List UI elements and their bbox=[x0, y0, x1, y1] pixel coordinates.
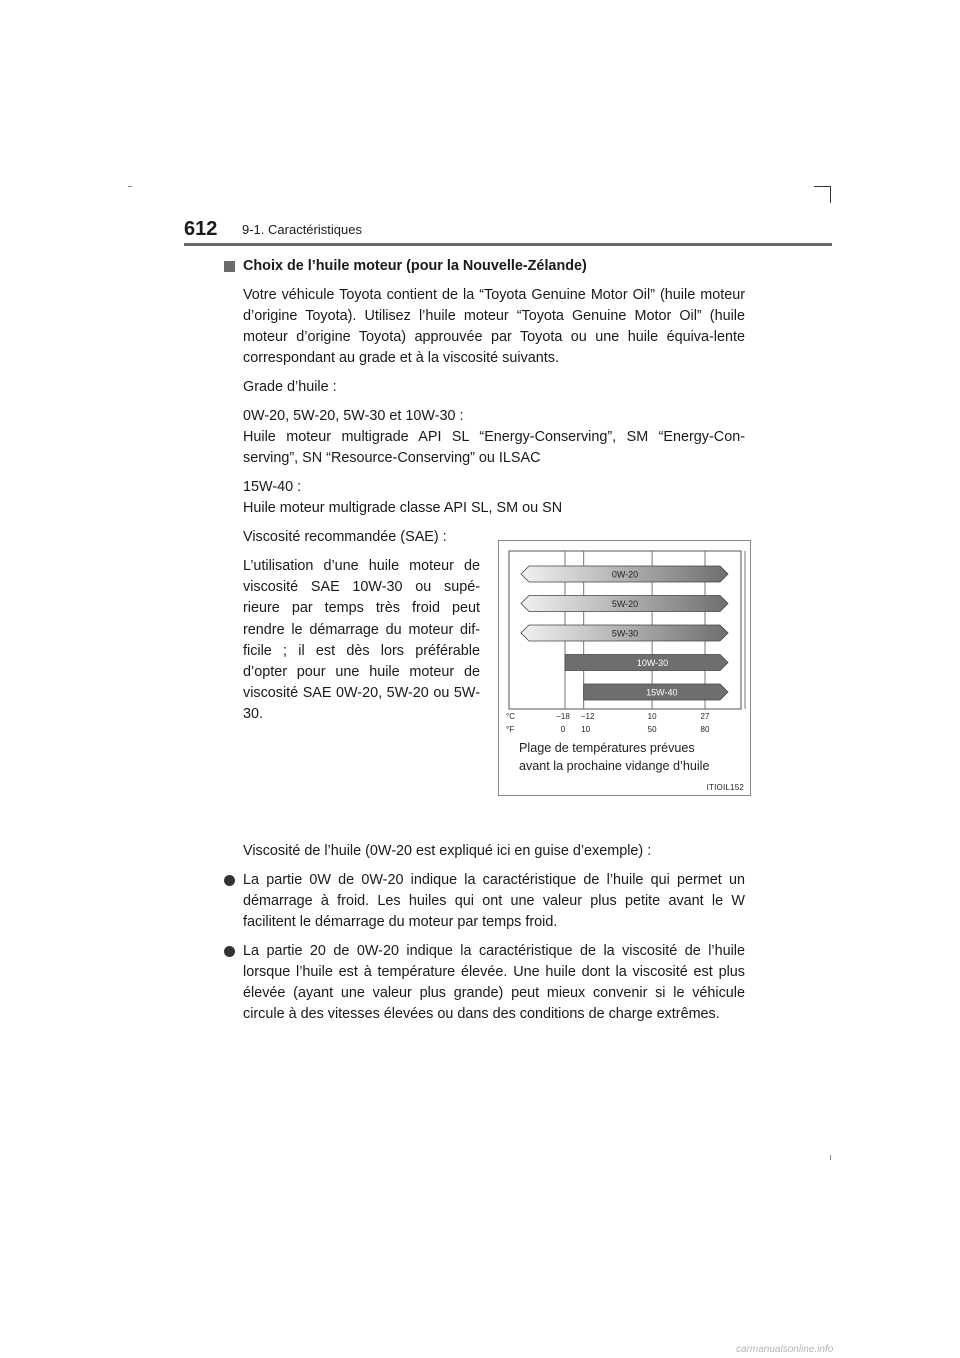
grade-group-1-title: 0W-20, 5W-20, 5W-30 et 10W-30 : bbox=[243, 408, 464, 424]
section-heading bbox=[243, 256, 745, 277]
chart-tick-label-c-0: −18 bbox=[556, 712, 570, 721]
grade-group-2-text: Huile moteur multigrade classe API SL, SM ou SN bbox=[243, 500, 563, 516]
chart-caption-line-1: Plage de températures prévues bbox=[519, 741, 695, 755]
page-number: 612 bbox=[184, 218, 218, 240]
chart-axis-label-celsius: °C bbox=[506, 712, 515, 721]
intro-paragraph: Votre véhicule Toyota contient de la “Toyota Genuine Motor Oil” (huile moteur d’origine Toyota). Utilisez l’huile moteur “Toyota Genuine Motor Oil” (huile moteur d’origine Toyota) approuvée par Toyota ou une huile équiva-lente correspondant au grade et à la viscosité suivants. bbox=[243, 287, 745, 366]
chart-tick-label-f-3: 80 bbox=[700, 725, 710, 734]
crop-mark-corner-vertical bbox=[830, 186, 831, 203]
chart-caption-line-2: avant la prochaine vidange d’huile bbox=[519, 759, 710, 773]
bullet-text: La partie 0W de 0W-20 indique la caractéristique de l’huile qui permet un démarrage à froid. Les huiles qui ont une valeur plus petite avant le W facilitent le démarrage du moteur par temps froid. bbox=[243, 872, 745, 930]
bullet-dot-icon bbox=[224, 946, 235, 957]
chart-tick-label-c-2: 10 bbox=[647, 712, 657, 721]
cold-weather-note: L’utilisation d’une huile moteur de viscosité SAE 10W-30 ou supé-rieure par temps très froid peut rendre le démarrage du moteur dif-ficile ; il est dès lors préférable d’opter pour une huile moteur de viscosité SAE 0W-20, 5W-20 ou 5W-30. bbox=[243, 558, 480, 723]
grade-group-2 bbox=[243, 477, 745, 519]
header-divider bbox=[184, 243, 832, 246]
bullet-item-20 bbox=[243, 941, 745, 1025]
chart-tick-label-f-0: 0 bbox=[560, 725, 566, 734]
bullet-item-0w bbox=[243, 870, 745, 933]
explain-title: Viscosité de l’huile (0W-20 est expliqué ici en guise d’exemple) : bbox=[243, 843, 652, 859]
chart-bar-label-0w-20: 0W-20 bbox=[611, 569, 639, 580]
chart-tick-label-f-2: 50 bbox=[647, 725, 657, 734]
crop-mark-right bbox=[830, 1155, 831, 1160]
grade-group-2-title: 15W-40 : bbox=[243, 479, 302, 495]
bullet-text: La partie 20 de 0W-20 indique la caractéristique de la viscosité de l’huile lorsque l’huile est à température élevée. Une huile dont la viscosité est plus élevée (ayant une valeur plus grande) peut mieux convenir si le véhicule circule à des vitesses élevées ou dans des conditions de charge extrêmes. bbox=[243, 943, 745, 1022]
chart-bar-label-10w-30: 10W-30 bbox=[636, 658, 669, 668]
section-title: 9-1. Caractéristiques bbox=[242, 222, 362, 237]
bullet-dot-icon bbox=[224, 875, 235, 886]
chart-tick-label-c-3: 27 bbox=[700, 712, 710, 721]
grade-group-1 bbox=[243, 406, 745, 469]
grade-group-1-text: Huile moteur multigrade API SL “Energy-Conserving”, SM “Energy-Con-serving”, SN “Resource-Conserving” ou ILSAC bbox=[243, 429, 745, 466]
chart-caption bbox=[519, 739, 709, 775]
chart-bar-label-15w-40: 15W-40 bbox=[646, 687, 678, 698]
chart-bar-label-5w-30: 5W-30 bbox=[611, 628, 639, 639]
chart-axis-label-fahrenheit: °F bbox=[506, 725, 515, 734]
crop-mark-corner-horizontal bbox=[814, 186, 831, 187]
viscosity-chart bbox=[498, 540, 751, 796]
figure-code: ITIOIL152 bbox=[706, 783, 744, 792]
chart-bar-label-5w-20: 5W-20 bbox=[611, 599, 639, 609]
crop-mark-left bbox=[128, 186, 132, 187]
grade-label: Grade d’huile : bbox=[243, 379, 337, 395]
chart-tick-label-f-1: 10 bbox=[581, 725, 591, 734]
chart-tick-label-c-1: −12 bbox=[580, 712, 595, 721]
section-heading-text: Choix de l’huile moteur (pour la Nouvelle-Zélande) bbox=[243, 258, 587, 274]
square-bullet-icon bbox=[224, 261, 235, 272]
viscosity-label: Viscosité recommandée (SAE) : bbox=[243, 529, 447, 545]
watermark: carmanualsonline.info bbox=[736, 1344, 834, 1355]
